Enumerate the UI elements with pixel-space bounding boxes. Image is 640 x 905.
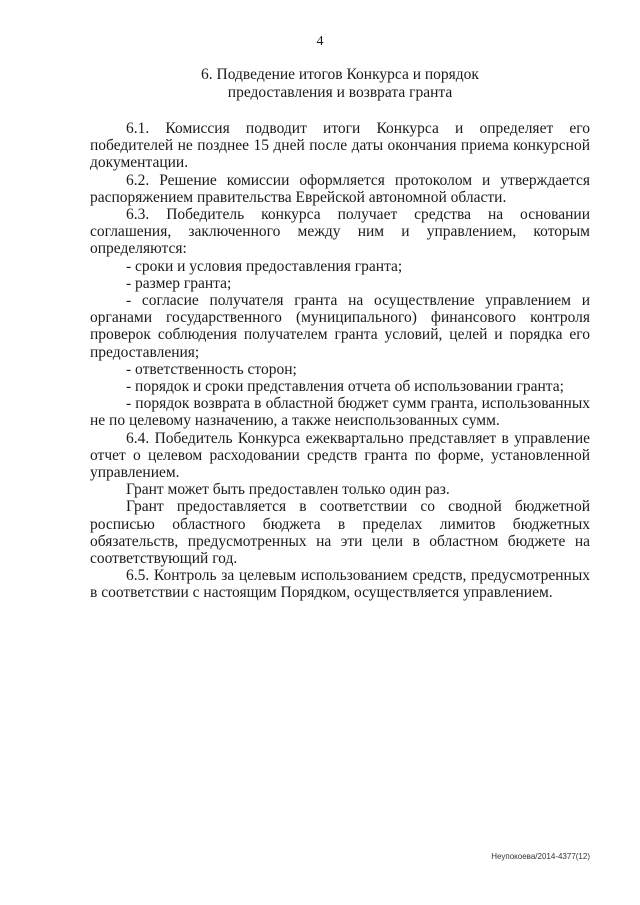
- section-title: [90, 66, 590, 102]
- paragraph-6-3: 6.3. Победитель конкурса получает средства на основании соглашения, заключенного между ним и управлением, которым определяются:: [90, 206, 590, 258]
- section-title-line-1: 6. Подведение итогов Конкурса и порядок: [201, 66, 479, 83]
- body-text: [90, 120, 590, 602]
- list-item-amount: - размер гранта;: [126, 274, 232, 292]
- page-number: 4: [316, 34, 324, 49]
- list-item-refund: - порядок возврата в областной бюджет сумм гранта, использованных не по целевому назначению, а также неиспользованных сумм.: [90, 395, 590, 430]
- paragraph-6-5: 6.5. Контроль за целевым использованием средств, предусмотренных в соответствии с настоящим Порядком, осуществляется управлением.: [90, 567, 590, 602]
- list-item-reporting: - порядок и сроки представления отчета об использовании гранта;: [126, 378, 564, 396]
- list-item-consent: - согласие получателя гранта на осуществление управлением и органами государственного (муниципального) финансового контроля проверок соблюдения получателем гранта условий, целей и порядка его предоставления;: [90, 292, 590, 361]
- paragraph-6-1: 6.1. Комиссия подводит итоги Конкурса и определяет его победителей не позднее 15 дней после даты окончания приема конкурсной документации.: [90, 120, 590, 172]
- paragraph-6-4: 6.4. Победитель Конкурса ежеквартально представляет в управление отчет о целевом расходовании средств гранта по форме, установленной управлением.: [90, 429, 590, 482]
- list-item-terms: - сроки и условия предоставления гранта;: [126, 257, 403, 275]
- paragraph-once: Грант может быть предоставлен только один раз.: [126, 481, 450, 499]
- section-title-line-2: предоставления и возврата гранта: [227, 84, 453, 101]
- paragraph-6-2: 6.2. Решение комиссии оформляется протоколом и утверждается распоряжением правительства Еврейской автономной области.: [90, 171, 590, 206]
- list-item-responsibility: - ответственность сторон;: [126, 360, 297, 378]
- paragraph-budget: Грант предоставляется в соответствии со сводной бюджетной росписью областного бюджета в пределах лимитов бюджетных обязательств, предусмотренных на эти цели в областном бюджете на соответствующий год.: [90, 498, 590, 568]
- document-footer-code: Неупокоева/2014-4377(12): [491, 852, 590, 861]
